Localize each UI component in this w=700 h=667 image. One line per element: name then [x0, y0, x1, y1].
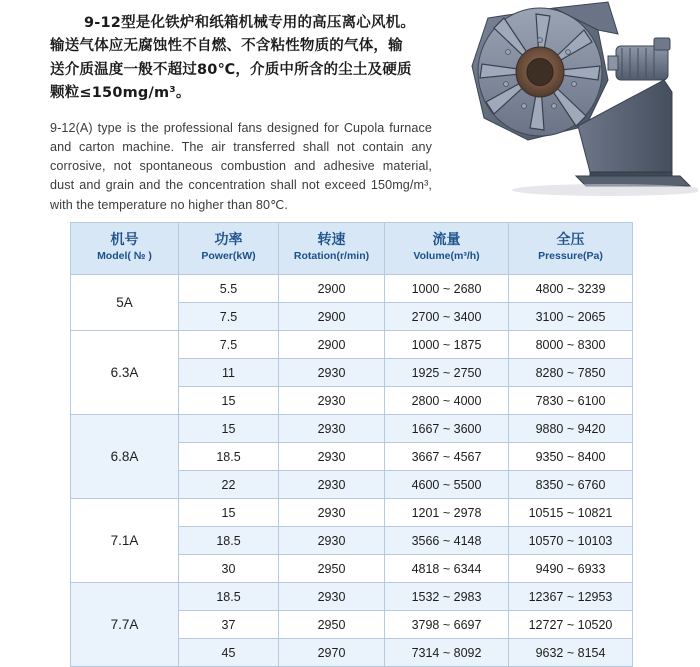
table-row — [71, 415, 633, 443]
cell-power: 5.5 — [179, 275, 279, 303]
cell-power: 7.5 — [179, 331, 279, 359]
cell-rotation: 2900 — [279, 331, 385, 359]
cell-pressure: 10515 ~ 10821 — [509, 499, 633, 527]
cell-model: 6.8A — [71, 415, 179, 499]
cell-pressure: 9632 ~ 8154 — [509, 639, 633, 667]
intro-section — [0, 0, 700, 215]
cell-rotation: 2950 — [279, 611, 385, 639]
cell-rotation: 2930 — [279, 443, 385, 471]
column-header-volume-cn: 流量 — [432, 231, 461, 248]
table-row — [71, 499, 633, 527]
cell-volume: 1000 ~ 2680 — [385, 275, 509, 303]
specifications-table-wrapper — [70, 222, 632, 667]
cell-rotation: 2900 — [279, 303, 385, 331]
cell-rotation: 2930 — [279, 527, 385, 555]
intro-english-paragraph: 9-12(A) type is the professional fans designed for Cupola furnace and carton machine. The air transferred shall not contain any corrosive, not spontaneous combustion and adhesive material, dust and grain and the concentration shall not exceed 150mg/m³, with the temperature no higher than 80℃. — [50, 120, 432, 212]
cell-volume: 3798 ~ 6697 — [385, 611, 509, 639]
cell-power: 45 — [179, 639, 279, 667]
cell-power: 11 — [179, 359, 279, 387]
cell-power: 15 — [179, 387, 279, 415]
high-pressure-centrifugal-fan-photo — [458, 0, 698, 215]
cell-pressure: 7830 ~ 6100 — [509, 387, 633, 415]
cell-volume: 4818 ~ 6344 — [385, 555, 509, 583]
cell-model: 7.7A — [71, 583, 179, 667]
intro-cn-line-1: 9-12型是化铁炉和纸箱机械专用的高压离心风机。 — [84, 15, 416, 31]
table-header-row — [71, 223, 633, 275]
cell-volume: 4600 ~ 5500 — [385, 471, 509, 499]
column-header-volume — [385, 223, 509, 275]
column-header-power-cn: 功率 — [214, 231, 243, 248]
column-header-model — [71, 223, 179, 275]
cell-power: 18.5 — [179, 527, 279, 555]
cell-volume: 1532 ~ 2983 — [385, 583, 509, 611]
cell-power: 18.5 — [179, 583, 279, 611]
intro-cn-line-3: 送介质温度一般不超过80℃，介质中所含的尘土及硬质 — [50, 61, 412, 78]
column-header-pressure-en: Pressure(Pa) — [538, 250, 603, 263]
table-row — [71, 275, 633, 303]
column-header-power-en: Power(kW) — [201, 250, 256, 263]
cell-rotation: 2930 — [279, 583, 385, 611]
table-row — [71, 583, 633, 611]
cell-rotation: 2970 — [279, 639, 385, 667]
cell-power: 15 — [179, 499, 279, 527]
cell-pressure: 12727 ~ 10520 — [509, 611, 633, 639]
cell-pressure: 9350 ~ 8400 — [509, 443, 633, 471]
cell-power: 15 — [179, 415, 279, 443]
cell-power: 7.5 — [179, 303, 279, 331]
table-row — [71, 331, 633, 359]
cell-model: 6.3A — [71, 331, 179, 415]
column-header-pressure — [509, 223, 633, 275]
column-header-power — [179, 223, 279, 275]
cell-pressure: 4800 ~ 3239 — [509, 275, 633, 303]
column-header-model-en: Model( № ) — [97, 250, 152, 263]
column-header-rotation — [279, 223, 385, 275]
intro-chinese-paragraph — [50, 12, 450, 106]
cell-volume: 1000 ~ 1875 — [385, 331, 509, 359]
cell-volume: 1201 ~ 2978 — [385, 499, 509, 527]
cell-power: 37 — [179, 611, 279, 639]
cell-power: 18.5 — [179, 443, 279, 471]
cell-volume: 2700 ~ 3400 — [385, 303, 509, 331]
cell-model: 7.1A — [71, 499, 179, 583]
intro-cn-line-4: 颗粒≤150mg/m³。 — [50, 85, 191, 102]
cell-pressure: 8000 ~ 8300 — [509, 331, 633, 359]
cell-volume: 1925 ~ 2750 — [385, 359, 509, 387]
cell-pressure: 8350 ~ 6760 — [509, 471, 633, 499]
cell-pressure: 9880 ~ 9420 — [509, 415, 633, 443]
cell-pressure: 8280 ~ 7850 — [509, 359, 633, 387]
cell-volume: 3566 ~ 4148 — [385, 527, 509, 555]
column-header-pressure-cn: 全压 — [556, 231, 585, 248]
cell-pressure: 12367 ~ 12953 — [509, 583, 633, 611]
cell-rotation: 2930 — [279, 471, 385, 499]
cell-pressure: 10570 ~ 10103 — [509, 527, 633, 555]
cell-pressure: 9490 ~ 6933 — [509, 555, 633, 583]
cell-volume: 1667 ~ 3600 — [385, 415, 509, 443]
column-header-volume-en: Volume(m³/h) — [413, 250, 480, 263]
intro-cn-line-2: 输送气体应无腐蚀性不自燃、不含粘性物质的气体，输 — [50, 38, 403, 55]
column-header-rotation-en: Rotation(r/min) — [293, 250, 370, 263]
cell-rotation: 2930 — [279, 415, 385, 443]
cell-rotation: 2900 — [279, 275, 385, 303]
column-header-model-cn: 机号 — [110, 231, 139, 248]
intro-text-column — [50, 12, 450, 215]
cell-rotation: 2950 — [279, 555, 385, 583]
cell-volume: 7314 ~ 8092 — [385, 639, 509, 667]
cell-volume: 3667 ~ 4567 — [385, 443, 509, 471]
cell-power: 22 — [179, 471, 279, 499]
cell-rotation: 2930 — [279, 359, 385, 387]
cell-rotation: 2930 — [279, 387, 385, 415]
table-body — [71, 275, 633, 667]
specifications-table — [70, 222, 633, 667]
cell-model: 5A — [71, 275, 179, 331]
cell-power: 30 — [179, 555, 279, 583]
column-header-rotation-cn: 转速 — [317, 231, 346, 248]
cell-pressure: 3100 ~ 2065 — [509, 303, 633, 331]
cell-volume: 2800 ~ 4000 — [385, 387, 509, 415]
cell-rotation: 2930 — [279, 499, 385, 527]
